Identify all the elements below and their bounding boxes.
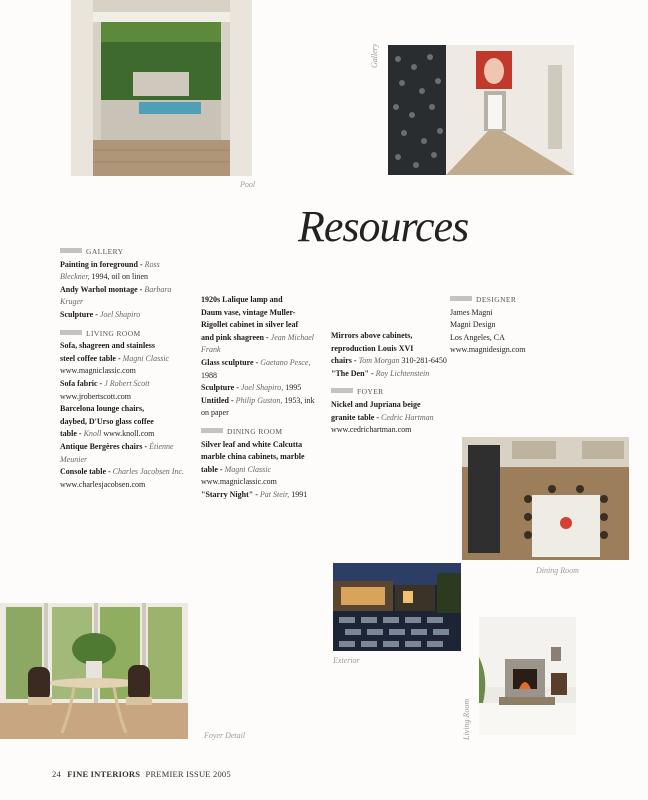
resource-credit: Pat Steir,	[259, 489, 290, 499]
resource-item: granite table -	[331, 412, 379, 422]
resource-detail: James Magni	[450, 307, 493, 317]
resources-column-4	[450, 294, 560, 357]
resource-item: table -	[60, 429, 82, 439]
resource-line	[201, 357, 323, 382]
issue-label: PREMIER ISSUE 2005	[145, 769, 231, 779]
resource-item: Sofa fabric -	[60, 378, 103, 388]
resource-detail: 1995	[285, 383, 302, 393]
section-bar	[60, 330, 82, 335]
resource-line	[60, 416, 190, 429]
resource-item: Nickel and Jupriana beige	[331, 399, 421, 409]
resource-line	[60, 466, 190, 491]
pool-photo	[71, 0, 252, 176]
dining-room-caption: Dining Room	[536, 566, 579, 575]
resource-line	[331, 412, 449, 437]
resource-line	[331, 355, 449, 368]
section-heading	[201, 426, 323, 439]
resources-column-3	[331, 330, 449, 437]
resource-line	[331, 399, 449, 412]
section-heading	[331, 386, 449, 399]
resource-line	[201, 294, 323, 307]
resource-line	[60, 309, 190, 322]
resource-line	[450, 319, 560, 332]
gallery-caption: Gallery	[370, 43, 379, 68]
resource-item: daybed, D'Urso glass coffee	[60, 416, 154, 426]
resource-item: Rigollet cabinet in silver leaf	[201, 320, 299, 330]
resource-line	[201, 319, 323, 332]
resource-line	[60, 378, 190, 403]
resource-detail: Magni Design	[450, 320, 496, 330]
resource-line	[201, 464, 323, 489]
resource-credit: Roy Lichtenstein	[375, 368, 430, 378]
resource-credit: Barbara Kruger	[60, 284, 172, 307]
resource-line	[201, 307, 323, 320]
resource-line	[60, 259, 190, 284]
resource-credit: Étienne Meunier	[60, 441, 174, 464]
magazine-name: FINE INTERIORS	[67, 769, 141, 779]
resource-item: Andy Warhol montage -	[60, 284, 143, 294]
resource-detail[interactable]: www.cedrichartman.com	[331, 425, 412, 435]
resource-item: Glass sculpture -	[201, 357, 259, 367]
resource-item: "The Den" -	[331, 368, 374, 378]
resource-credit: Ross Bleckner,	[60, 259, 160, 282]
pool-caption: Pool	[240, 180, 256, 189]
resource-detail: Los Angeles, CA	[450, 332, 505, 342]
resource-line	[60, 284, 190, 309]
section-label: DINING ROOM	[227, 426, 283, 436]
resource-credit: Jean Michael Frank	[201, 332, 314, 355]
section-label: LIVING ROOM	[86, 328, 141, 338]
resource-detail: 1994, oil on linen	[91, 272, 148, 282]
foyer-detail-photo	[0, 603, 188, 739]
dining-room-photo	[462, 437, 629, 560]
section-bar	[450, 296, 472, 301]
section-heading	[60, 328, 190, 341]
resource-item: "Starry Night" -	[201, 489, 258, 499]
resource-item: Console table -	[60, 467, 111, 477]
resources-column-2	[201, 294, 323, 502]
exterior-photo	[333, 563, 461, 651]
resource-detail[interactable]: www.knoll.com	[103, 429, 155, 439]
resource-credit: Joel Shapiro,	[240, 383, 284, 393]
resource-item: Mirrors above cabinets,	[331, 331, 413, 340]
resource-item: Daum vase, vintage Muller-	[201, 307, 296, 317]
section-bar	[331, 388, 353, 393]
resource-item: marble china cabinets, marble	[201, 452, 305, 462]
section-label: GALLERY	[86, 247, 124, 256]
section-label: DESIGNER	[476, 295, 517, 304]
resource-credit: Charles Jacobsen Inc.	[112, 467, 184, 477]
resource-line	[201, 395, 323, 420]
resource-line	[331, 343, 449, 356]
resource-line	[201, 439, 323, 452]
resource-item: Untitled -	[201, 395, 234, 405]
page-footer	[52, 769, 231, 779]
resource-credit: Joel Shapiro	[99, 309, 141, 319]
resource-item: Barcelona lounge chairs,	[60, 404, 145, 414]
resource-line	[201, 332, 323, 357]
resource-line	[450, 344, 560, 357]
section-heading	[60, 246, 190, 259]
resource-credit: Magni Classic	[122, 353, 170, 363]
resource-item: 1920s Lalique lamp and	[201, 295, 283, 304]
resource-item: Antique Bergères chairs -	[60, 441, 148, 451]
page-title: Resources	[298, 202, 469, 251]
resource-line	[60, 353, 190, 378]
resource-line	[331, 330, 449, 343]
resource-item: Silver leaf and white Calcutta	[201, 439, 303, 449]
resource-credit: Cedric Hartman	[381, 412, 434, 422]
resource-line	[60, 441, 190, 466]
resource-item: steel coffee table -	[60, 353, 121, 363]
resource-detail: 1953, ink on paper	[201, 395, 315, 418]
resource-detail: 310-281-6450	[401, 356, 447, 366]
resource-detail[interactable]: www.magniclassic.com	[60, 366, 136, 376]
resource-detail[interactable]: www.magniclassic.com	[201, 477, 277, 487]
resource-item: and pink shagreen -	[201, 332, 269, 342]
resource-credit: Philip Guston,	[235, 395, 283, 405]
resource-item: Sculpture -	[60, 309, 98, 319]
page-number: 24	[52, 769, 61, 779]
resource-credit: Magni Classic	[224, 464, 272, 474]
resources-column-1	[60, 246, 190, 491]
resource-line	[60, 403, 190, 416]
resource-line	[201, 382, 323, 395]
resource-line	[450, 307, 560, 320]
resource-item: Painting in foreground -	[60, 259, 143, 269]
section-bar	[60, 248, 82, 253]
section-heading	[450, 294, 560, 307]
resource-detail[interactable]: www.magnidesign.com	[450, 345, 526, 355]
resource-item: Sofa, shagreen and stainless	[60, 341, 155, 351]
living-room-photo	[479, 617, 576, 735]
resource-line	[331, 368, 449, 381]
exterior-caption: Exterior	[333, 656, 360, 665]
resource-detail: 1988	[201, 370, 217, 380]
resource-item: chairs -	[331, 356, 357, 366]
resource-line	[450, 332, 560, 345]
resource-item: table -	[201, 464, 223, 474]
resource-line	[60, 340, 190, 353]
resource-line	[60, 428, 190, 441]
foyer-detail-caption: Foyer Detail	[204, 731, 246, 740]
section-bar	[201, 428, 223, 433]
living-room-caption: Living Room	[462, 698, 471, 740]
resource-credit: Gaetano Pesce,	[260, 357, 311, 367]
resource-line	[201, 489, 323, 502]
resource-credit: J Robert Scott	[104, 378, 150, 388]
resource-credit: Tom Morgan	[358, 356, 400, 366]
section-label: FOYER	[357, 387, 384, 397]
resource-credit: Knoll	[83, 429, 102, 439]
resource-detail[interactable]: www.jrobertscott.com	[60, 391, 132, 401]
resource-item: Sculpture -	[201, 383, 239, 393]
resource-item: reproduction Louis XVI	[331, 343, 414, 353]
resource-detail[interactable]: www.charlesjacobsen.com	[60, 479, 146, 489]
resource-detail: 1991	[291, 489, 308, 499]
gallery-photo	[388, 45, 574, 175]
resource-line	[201, 451, 323, 464]
